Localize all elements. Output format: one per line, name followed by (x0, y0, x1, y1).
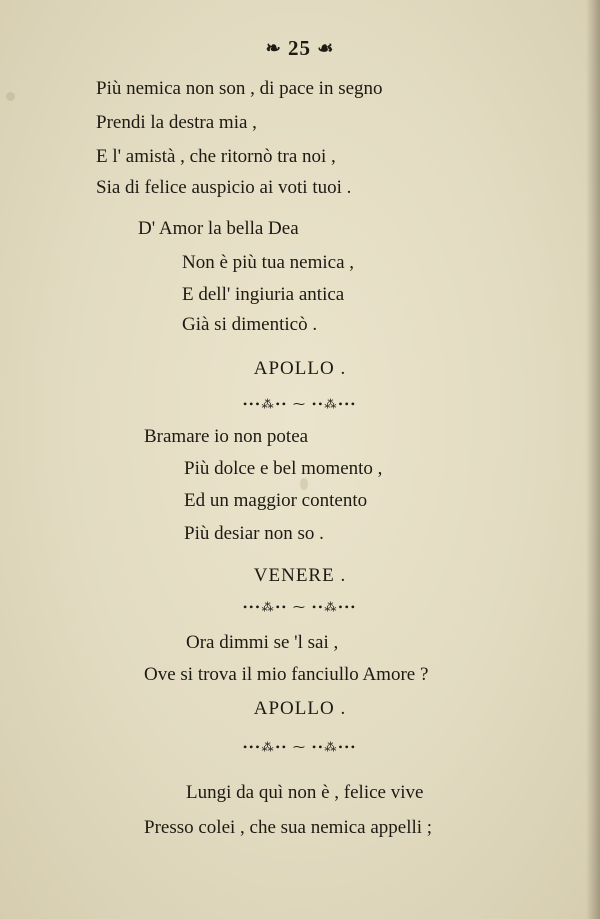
page-edge-shadow (586, 0, 600, 919)
page-header (0, 36, 600, 61)
verse-line: Più desiar non so . (184, 523, 324, 544)
foxing-spot (6, 92, 15, 101)
verse-line: Presso colei , che sua nemica appelli ; (144, 817, 433, 838)
verse-line: Bramare io non potea (144, 426, 309, 447)
verse-line: Sia di felice auspicio ai voti tuoi . (96, 177, 352, 198)
left-ornament-icon: ❧ (265, 38, 282, 58)
verse-line: Non è più tua nemica , (182, 252, 355, 273)
ornamental-divider: •••⁂•• ⁓ ••⁂••• (242, 397, 357, 411)
speaker-name: APOLLO . (253, 358, 347, 379)
verse-line: Già si dimenticò . (182, 314, 318, 335)
page-number: 25 (287, 36, 311, 60)
right-ornament-icon: ☙ (317, 38, 335, 58)
speaker-name: VENERE . (253, 565, 347, 586)
verse-line: Più dolce e bel momento , (184, 458, 383, 479)
verse-line: Lungi da quì non è , felice vive (186, 782, 424, 803)
verse-line: Prendi la destra mia , (96, 112, 257, 133)
ornamental-divider: •••⁂•• ⁓ ••⁂••• (242, 740, 357, 754)
ornamental-divider: •••⁂•• ⁓ ••⁂••• (242, 600, 357, 614)
speaker-name: APOLLO . (253, 698, 347, 719)
verse-line: E dell' ingiuria antica (182, 284, 345, 305)
verse-line: D' Amor la bella Dea (138, 218, 299, 239)
verse-line: E l' amistà , che ritornò tra noi , (96, 146, 336, 167)
verse-line: Ove si trova il mio fanciullo Amore ? (144, 664, 429, 685)
verse-line: Ora dimmi se 'l sai , (186, 632, 339, 653)
verse-line: Ed un maggior contento (184, 490, 368, 511)
verse-line: Più nemica non son , di pace in segno (96, 78, 383, 99)
